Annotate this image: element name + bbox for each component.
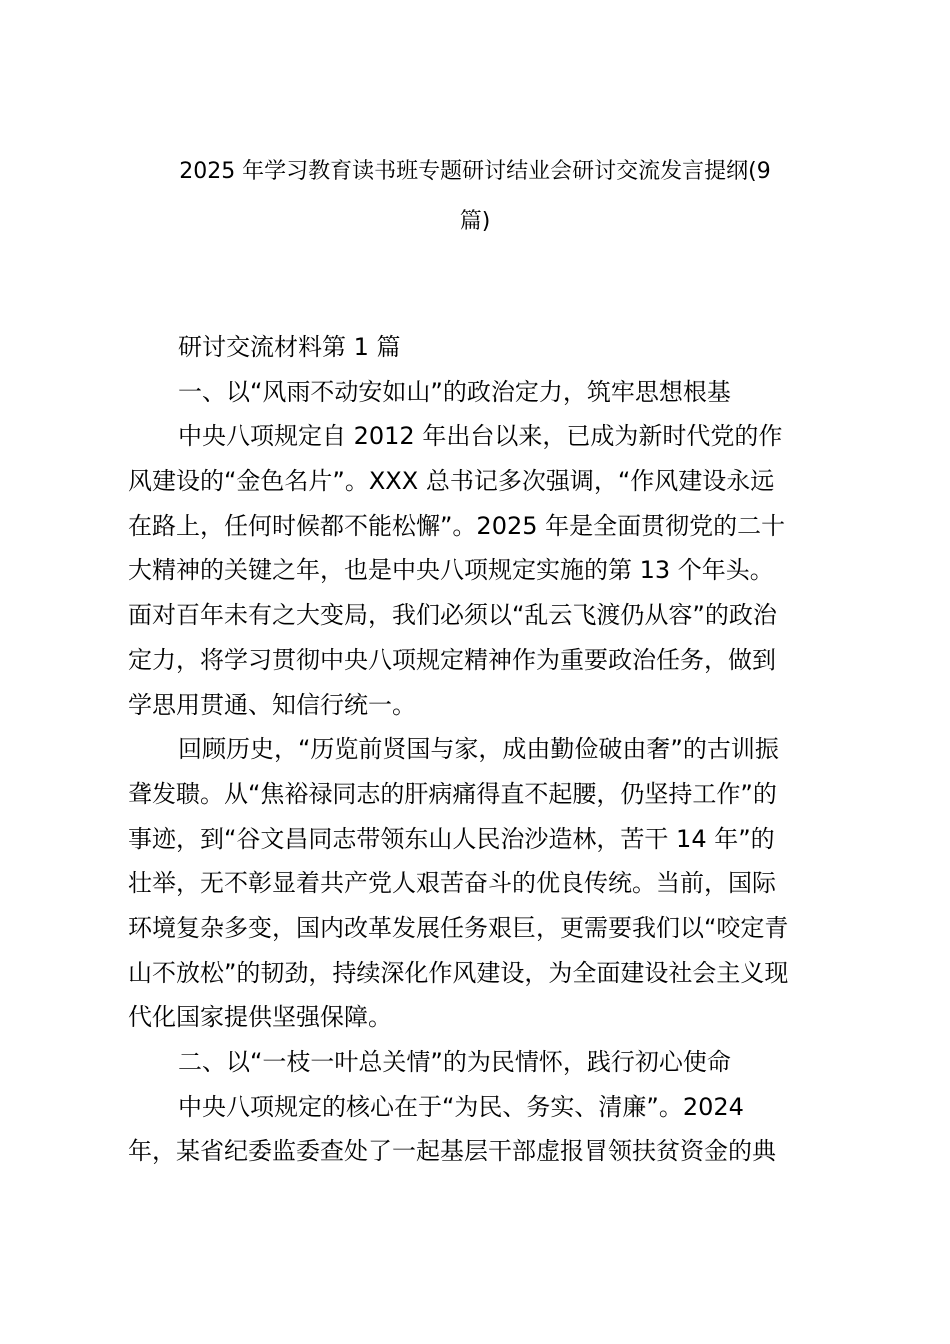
paragraph-line: 定力，将学习贯彻中央八项规定精神作为重要政治任务，做到 [128, 645, 776, 674]
heading-one: 一、以“风雨不动安如山”的政治定力，筑牢思想根基 [178, 377, 731, 406]
paragraph-line: 代化国家提供坚强保障。 [128, 1003, 392, 1032]
paragraph-line: 大精神的关键之年，也是中央八项规定实施的第 13 个年头。 [128, 556, 774, 585]
paragraph-line: 年，某省纪委监委查处了一起基层干部虚报冒领扶贫资金的典 [128, 1137, 776, 1166]
title-line-2: 篇) [459, 209, 491, 234]
paragraph-line: 回顾历史，“历览前贤国与家，成由勤俭破由奢”的古训振 [178, 735, 779, 764]
paragraph-line: 风建设的“金色名片”。XXX 总书记多次强调，“作风建设永远 [128, 467, 775, 496]
paragraph-line: 学思用贯通、知信行统一。 [128, 690, 416, 719]
document-body [128, 325, 830, 1174]
paragraph-line: 环境复杂多变，国内改革发展任务艰巨，更需要我们以“咬定青 [128, 913, 789, 942]
paragraph-line: 中央八项规定的核心在于“为民、务实、清廉”。2024 [178, 1092, 744, 1121]
paragraph-line: 壮举，无不彰显着共产党人艰苦奋斗的优良传统。当前，国际 [128, 869, 776, 898]
paragraph-line: 在路上，任何时候都不能松懈”。2025 年是全面贯彻党的二十 [128, 511, 786, 540]
document-title [120, 147, 830, 247]
paragraph-line: 面对百年未有之大变局，我们必须以“乱云飞渡仍从容”的政治 [128, 601, 777, 630]
paragraph-line: 中央八项规定自 2012 年出台以来，已成为新时代党的作 [178, 422, 783, 451]
heading-two: 二、以“一枝一叶总关情”的为民情怀，践行初心使命 [178, 1048, 731, 1076]
paragraph-line: 山不放松”的韧劲，持续深化作风建设，为全面建设社会主义现 [128, 958, 789, 987]
paragraph-line: 聋发聩。从“焦裕禄同志的肝病痛得直不起腰，仍坚持工作”的 [128, 779, 777, 808]
paragraph-line: 事迹，到“谷文昌同志带领东山人民治沙造林，苦干 14 年”的 [128, 824, 775, 853]
title-line-1: 2025 年学习教育读书班专题研讨结业会研讨交流发言提纲(9 [179, 159, 771, 184]
section-label: 研讨交流材料第 1 篇 [178, 333, 401, 361]
